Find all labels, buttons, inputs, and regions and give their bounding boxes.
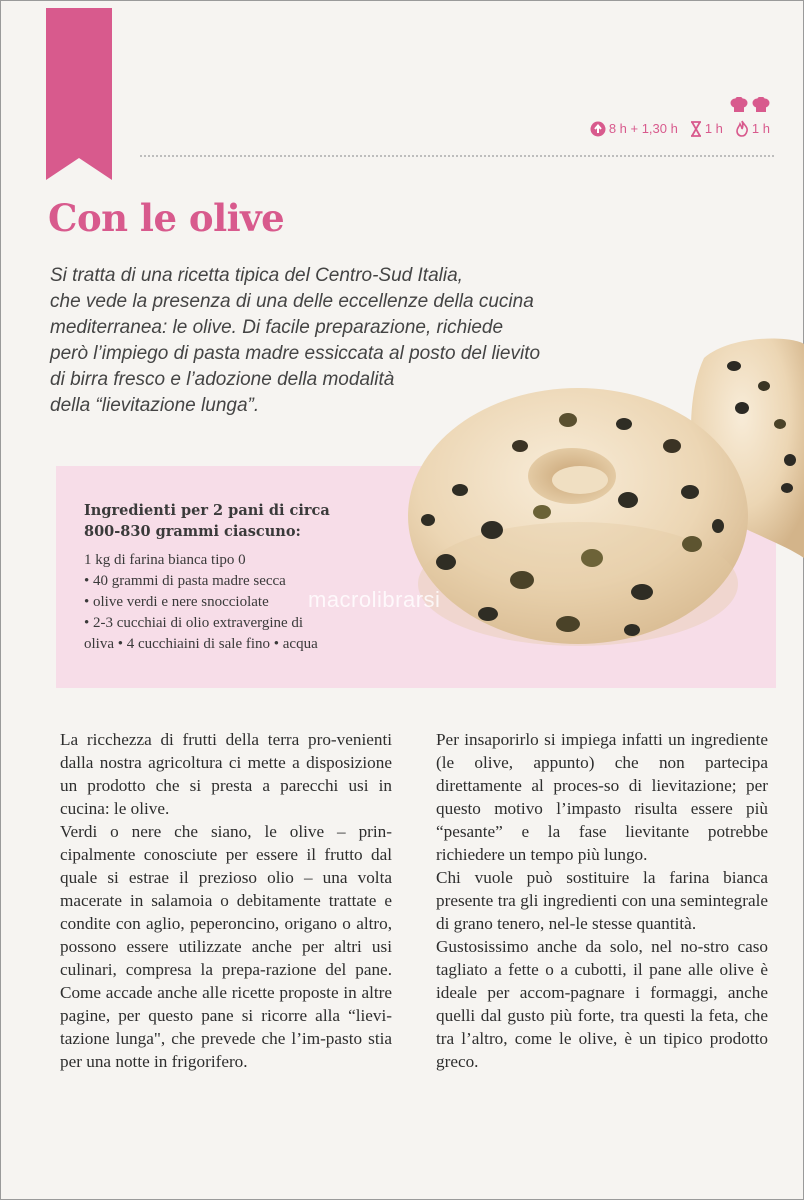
cook-time: [735, 120, 770, 137]
olive-bread-photo: [392, 330, 804, 666]
ingredient-line: oliva • 4 cucchiaini di sale fino • acqua: [84, 636, 318, 652]
ingredient-line: 1 kg di farina bianca tipo 0: [84, 552, 246, 568]
body-paragraph: Chi vuole può sostituire la farina bianca presente tra gli ingredienti con una semintegrale di grano tenero, nel-le stesse quantità.: [436, 868, 768, 933]
prep-time-text: 1 h: [704, 121, 723, 136]
ingredient-line: • olive verdi e nere snocciolate: [84, 594, 269, 610]
cook-time-text: 1 h: [751, 121, 770, 136]
body-paragraph: Gustosissimo anche da solo, nel no-stro caso tagliato a fette o a cubotti, il pane alle olive è ideale per accom-pagnare i formaggi, anche quelli dal gusto più forte, tra questi la feta, che tra l’altro, come le olive, è un tipico prodotto greco.: [436, 937, 768, 1071]
ingredients-heading-line: 800-830 grammi ciascuno:: [84, 523, 301, 540]
intro-line: di birra fresco e l’adozione della modalità: [50, 369, 395, 390]
body-column-left: [60, 728, 392, 1073]
rising-time-text: 8 h + 1,30 h: [608, 121, 678, 136]
intro-line: mediterranea: le olive. Di facile preparazione, richiede: [50, 317, 504, 338]
ingredients-list: [84, 500, 330, 655]
body-column-right: [436, 728, 768, 1073]
bookmark-ribbon: [46, 8, 112, 180]
prep-time: [690, 121, 723, 137]
ingredients-heading: [84, 500, 330, 542]
body-paragraph: Verdi o nere che siano, le olive – prin-cipalmente conosciute per essere il frutto dal quale si estrae il prezioso olio – una volta macerate in salamoia o debitamente trattate e condite con aglio, peperoncino, origano o altro, possono essere utilizzate anche per altri usi culinari, compresa la prepa-razione del pane. Come accade anche alle ricette proposte in altre pagine, per questo pane si ricorre alla “lievi-tazione lunga", che prevede che l’im-pasto stia per una notte in frigorifero.: [60, 822, 392, 1071]
body-paragraph: La ricchezza di frutti della terra pro-venienti dalla nostra agricoltura ci mette a disposizione un prodotto che si presta a parecchi usi in cucina: le olive.: [60, 730, 392, 818]
dotted-divider: [140, 155, 774, 157]
rising-arrow-icon: [590, 121, 606, 137]
ingredients-heading-line: Ingredienti per 2 pani di circa: [84, 502, 330, 519]
recipe-title: Con le olive: [48, 196, 285, 240]
intro-line: Si tratta di una ricetta tipica del Centro-Sud Italia,: [50, 265, 463, 286]
ingredient-line: • 2-3 cucchiai di olio extravergine di: [84, 615, 304, 631]
chef-hat-icon: [752, 97, 770, 113]
rising-time: [590, 121, 678, 137]
intro-line: della “lievitazione lunga”.: [50, 395, 260, 416]
intro-line: che vede la presenza di una delle eccellenze della cucina: [50, 291, 534, 312]
intro-line: però l’impiego di pasta madre essiccata al posto del lievito: [50, 343, 541, 364]
hourglass-icon: [690, 121, 702, 137]
chef-hat-icon: [730, 97, 748, 113]
body-paragraph: Per insaporirlo si impiega infatti un ingrediente (le olive, appunto) che non partecipa direttamente al proces-so di lievitazione; per questo motivo l’impasto risulta essere più “pesante” e la fase lievitante potrebbe richiedere un tempo più lungo.: [436, 730, 768, 864]
difficulty-indicator: [730, 97, 770, 113]
recipe-times: [590, 120, 770, 137]
ingredient-line: • 40 grammi di pasta madre secca: [84, 573, 286, 589]
flame-icon: [735, 120, 749, 137]
watermark: macrolibrarsi: [308, 587, 441, 612]
